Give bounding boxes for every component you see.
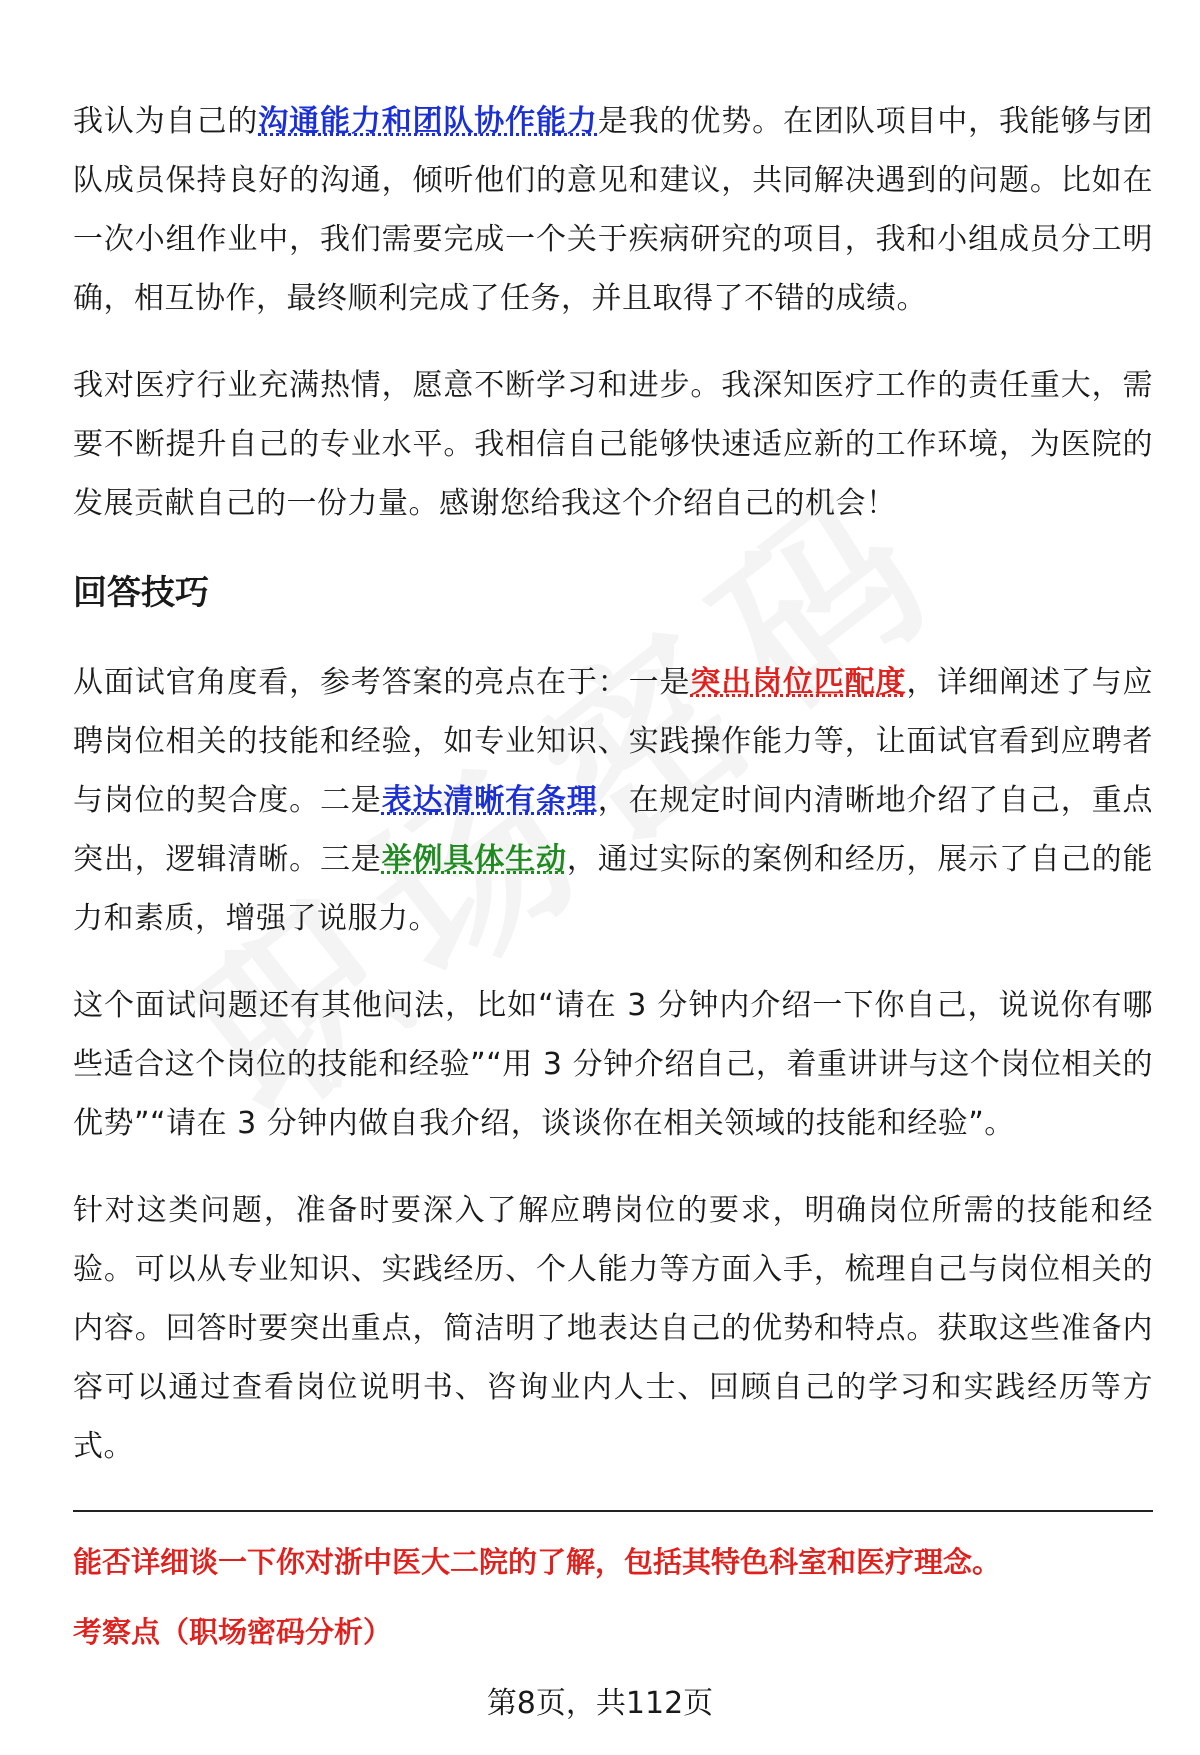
highlight-job-match: 突出岗位匹配度	[690, 665, 907, 700]
paragraph-passion: 我对医疗行业充满热情，愿意不断学习和进步。我深知医疗工作的责任重大，需要不断提升自己的专业水平。我相信自己能够快速适应新的工作环境，为医院的发展贡献自己的一份力量。感谢您给我这个介绍自己的机会！	[73, 368, 1153, 521]
paragraph-text: 是我的优势。在团队项目中，我能够与团队成员保持良好的沟通，倾听他们的意见和建议，共同解决遇到的问题。比如在一次小组作业中，我们需要完成一个关于疾病研究的项目，我和小组成员分工明确，相互协作，最终顺利完成了任务，并且取得了不错的成绩。	[73, 104, 1154, 316]
highlight-vivid-examples: 举例具体生动	[381, 842, 567, 877]
paragraph-alternatives: 这个面试问题还有其他问法，比如“请在 3 分钟内介绍一下你自己，说说你有哪些适合这个岗位的技能和经验”“用 3 分钟介绍自己，着重讲讲与这个岗位相关的优势”“请在 3 分钟内做自我介绍，谈谈你在相关领域的技能和经验”。	[73, 988, 1153, 1141]
paragraph-text: 我认为自己的	[73, 104, 259, 139]
paragraph-text: 从面试官角度看，参考答案的亮点在于：一是	[73, 665, 691, 700]
next-question: 能否详细谈一下你对浙中医大二院的了解，包括其特色科室和医疗理念。	[73, 1545, 1002, 1579]
paragraph-teamwork	[73, 92, 1153, 328]
highlight-communication: 沟通能力和团队协作能力	[258, 104, 598, 139]
analysis-label: 考察点（职场密码分析）	[73, 1615, 393, 1649]
paragraph-text: ，通过实际的案例和经历，展示了自己的能力和素质，增强了说服力。	[73, 842, 1154, 936]
page-footer: 第8页，共112页	[486, 1686, 714, 1721]
document-body	[73, 92, 1153, 1652]
divider	[73, 1510, 1153, 1512]
section-heading: 回答技巧	[73, 573, 209, 613]
paragraph-preparation: 针对这类问题，准备时要深入了解应聘岗位的要求，明确岗位所需的技能和经验。可以从专业知识、实践经历、个人能力等方面入手，梳理自己与岗位相关的内容。回答时要突出重点，简洁明了地表达自己的优势和特点。获取这些准备内容可以通过查看岗位说明书、咨询业内人士、回顾自己的学习和实践经历等方式。	[73, 1193, 1153, 1464]
highlight-clear-expression: 表达清晰有条理	[381, 783, 598, 818]
paragraph-text: ，详细阐述了与应聘岗位相关的技能和经验，如专业知识、实践操作能力等，让面试官看到应聘者与岗位的契合度。二是	[73, 665, 1154, 818]
paragraph-text: ，在规定时间内清晰地介绍了自己，重点突出，逻辑清晰。三是	[73, 783, 1154, 877]
paragraph-highlights	[73, 653, 1153, 948]
